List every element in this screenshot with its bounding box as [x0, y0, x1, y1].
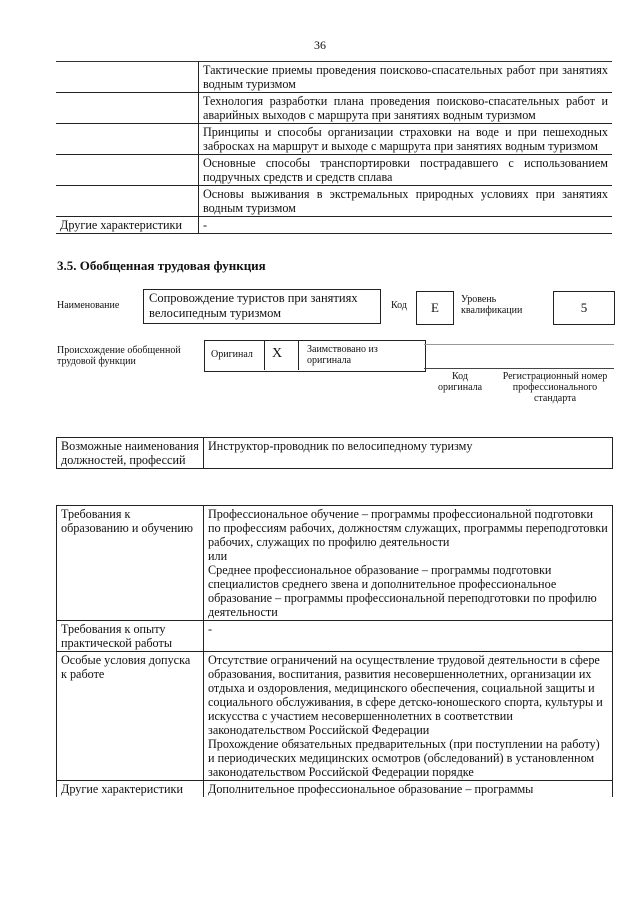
table-row	[56, 124, 612, 155]
row-value: Технология разработки плана проведения поисково-спасательных работ и аварийных выходов с маршрута при занятиях водным туризмом	[199, 93, 613, 124]
row-value: Основные способы транспортировки пострадавшего с использованием подручных средств и средств сплава	[199, 155, 613, 186]
row-label	[56, 124, 199, 155]
row-value: Тактические приемы проведения поисково-спасательных работ при занятиях водным туризмом	[199, 62, 613, 93]
requirement-label: Требования к опыту практической работы	[57, 621, 204, 652]
requirement-value: Профессиональное обучение – программы профессиональной подготовки по профессиям рабочих, должностям служащих, программы переподготовки рабочих, служащих по профилю деятельности или Среднее профессиональное образование – программы подготовки специалистов среднего звена и дополнительное профессиональное образование – программы профессиональной переподготовки по профилю деятельности	[204, 506, 613, 621]
table-row	[56, 93, 612, 124]
row-label: Другие характеристики	[56, 217, 199, 234]
table-row	[57, 506, 613, 621]
section-title: 3.5. Обобщенная трудовая функция	[57, 258, 266, 273]
table-row	[57, 621, 613, 652]
level-box: 5	[553, 291, 615, 325]
requirement-value: Дополнительное профессиональное образование – программы	[204, 781, 613, 798]
row-value: Основы выживания в экстремальных природных условиях при занятиях водным туризмом	[199, 186, 613, 217]
row-label	[56, 62, 199, 93]
reg-number-label: Регистрационный номер профессионального стандарта	[502, 371, 608, 404]
code-label: Код	[391, 300, 407, 311]
original-label: Оригинал	[211, 349, 253, 360]
code-original-label: Код оригинала	[437, 371, 483, 393]
origin-label: Происхождение обобщенной трудовой функции	[57, 345, 181, 367]
requirement-label: Другие характеристики	[57, 781, 204, 798]
borrowed-label: Заимствовано из оригинала	[307, 344, 378, 366]
original-mark: X	[272, 346, 283, 361]
positions-label: Возможные наименования должностей, профессий	[57, 438, 204, 469]
table-row	[56, 155, 612, 186]
table-row	[56, 62, 612, 93]
row-value: Принципы и способы организации страховки на воде и при пешеходных забросках на маршрут и выходе с маршрута при занятиях водным туризмом	[199, 124, 613, 155]
divider-line	[424, 344, 614, 345]
row-value: -	[199, 217, 613, 234]
table-row	[57, 652, 613, 781]
code-box: E	[416, 291, 454, 325]
requirement-value: -	[204, 621, 613, 652]
row-label	[56, 155, 199, 186]
origin-divider	[298, 340, 299, 370]
function-name-box: Сопровождение туристов при занятиях велосипедным туризмом	[143, 289, 381, 324]
table-row	[56, 217, 612, 234]
row-label	[56, 186, 199, 217]
table-row	[56, 186, 612, 217]
knowledge-table-continued	[56, 61, 612, 234]
requirements-table	[56, 505, 613, 797]
row-label	[56, 93, 199, 124]
name-label: Наименование	[57, 300, 120, 311]
table-row	[57, 781, 613, 798]
requirement-label: Требования к образованию и обучению	[57, 506, 204, 621]
level-label: Уровень квалификации	[461, 294, 523, 316]
divider-line	[424, 368, 614, 369]
positions-value: Инструктор-проводник по велосипедному туризму	[204, 438, 613, 469]
positions-table	[56, 437, 613, 469]
origin-divider	[264, 340, 265, 370]
requirement-label: Особые условия допуска к работе	[57, 652, 204, 781]
requirement-value: Отсутствие ограничений на осуществление трудовой деятельности в сфере образования, воспитания, развития несовершеннолетних, организации их отдыха и оздоровления, медицинского обеспечения, социальной защиты и социального обслуживания, в сфере детско-юношеского спорта, культуры и искусства с участием несовершеннолетних в соответствии законодательством Российской Федерации Прохождение обязательных предварительных (при поступлении на работу) и периодических медицинских осмотров (обследований) в установленном законодательством Российской Федерации порядке	[204, 652, 613, 781]
page-number: 36	[314, 38, 326, 52]
